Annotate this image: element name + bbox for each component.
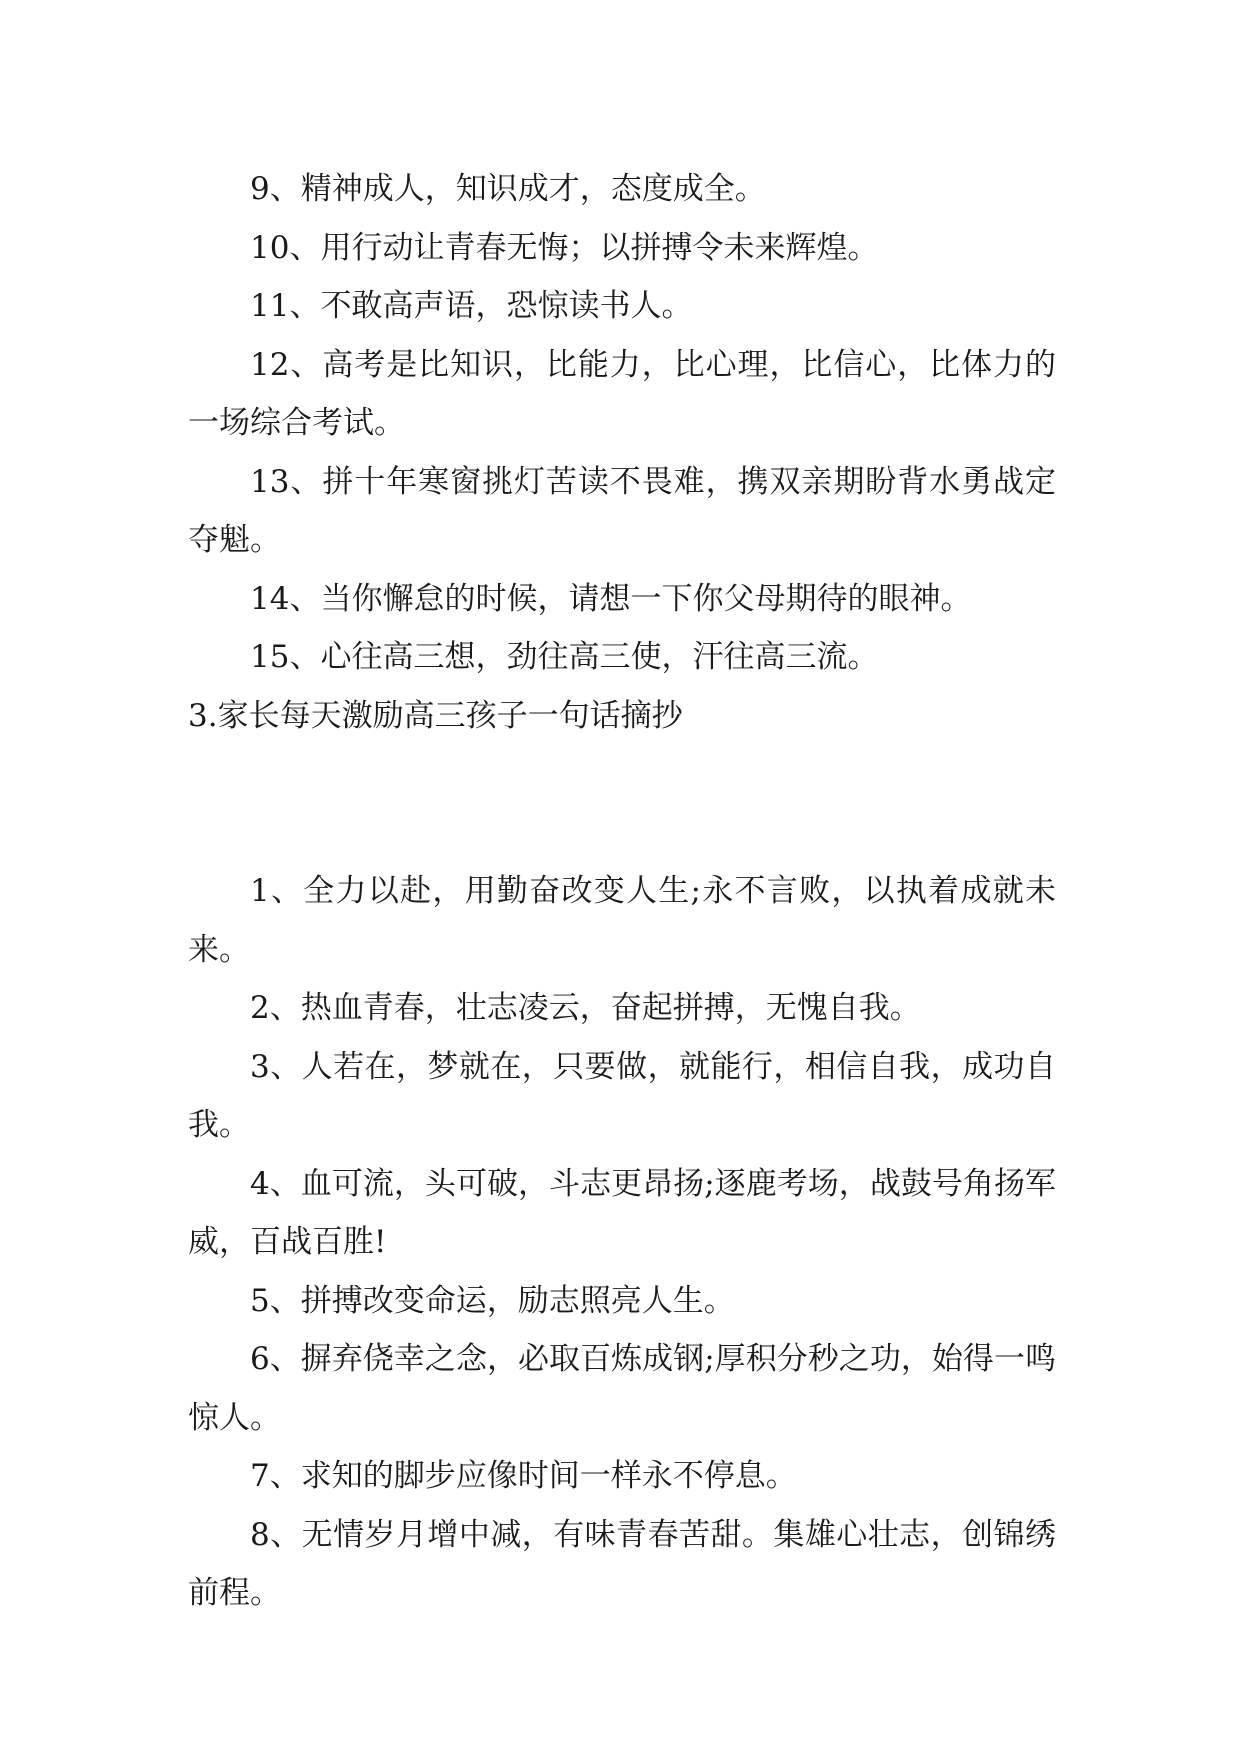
list-item: 2、热血青春，壮志凌云，奋起拼搏，无愧自我。 (250, 990, 921, 1026)
document-body (188, 160, 1056, 1623)
list-item: 1、全力以赴，用勤奋改变人生;永不言败，以执着成就未来。 (188, 873, 1056, 968)
list-item: 11、不敢高声语，恐惊读书人。 (250, 288, 693, 324)
list-item: 13、拼十年寒窗挑灯苦读不畏难，携双亲期盼背水勇战定夺魁。 (188, 463, 1056, 558)
list-item: 7、求知的脚步应像时间一样永不停息。 (250, 1458, 797, 1494)
list-item: 6、摒弃侥幸之念，必取百炼成钢;厚积分秒之功，始得一鸣惊人。 (188, 1341, 1056, 1436)
list-item: 3、人若在，梦就在，只要做，就能行，相信自我，成功自我。 (188, 1048, 1056, 1143)
section-heading: 3.家长每天激励高三孩子一句话摘抄 (188, 697, 683, 734)
list-item: 4、血可流，头可破，斗志更昂扬;逐鹿考场，战鼓号角扬军威，百战百胜! (188, 1165, 1056, 1260)
list-item: 9、精神成人，知识成才，态度成全。 (250, 171, 766, 207)
list-item: 8、无情岁月增中减，有味青春苦甜。集雄心壮志，创锦绣前程。 (188, 1516, 1056, 1611)
list-item: 5、拼搏改变命运，励志照亮人生。 (250, 1282, 735, 1319)
section-spacer (188, 745, 1056, 862)
list-item: 12、高考是比知识，比能力，比心理，比信心，比体力的一场综合考试。 (188, 346, 1056, 441)
list-item: 10、用行动让青春无悔；以拼搏令未来辉煌。 (250, 229, 879, 266)
list-item: 15、心往高三想，劲往高三使，汗往高三流。 (250, 639, 879, 675)
list-item: 14、当你懈怠的时候，请想一下你父母期待的眼神。 (250, 580, 972, 617)
